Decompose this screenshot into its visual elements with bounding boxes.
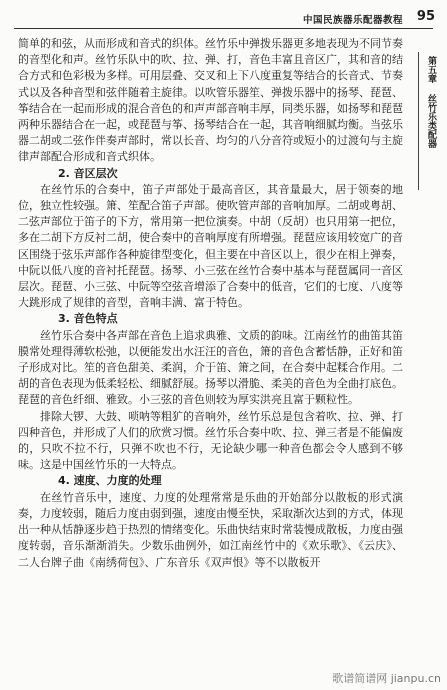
paragraph: 排除大锣、大鼓、唢呐等粗犷的音响外，丝竹乐总是包含着吹、拉、弹、打四种音色，并形成了人们的欣赏习惯。丝竹乐合奏中吹、拉、弹三者是不能偏废的，只吹不拉不行，只弹不吹也不行，无论缺少哪一种音色都会令人感到不够味。这是中国丝竹乐的一大特点。: [18, 409, 403, 472]
paragraph: 丝竹乐合奏中各声部在音色上追求典雅、文质的韵味。江南丝竹的曲笛其笛膜常处理得薄软松弛，以便能发出水汪汪的音色，箫的音色含蓄恬静，正好和笛子形成对比。笙的音色甜美、柔润，介于笛、箫之间，在合奏中起糅合作用。二胡的音色表现为低柔轻松、细腻舒展。扬琴以滑脆、柔美的音色为全曲打底色。琵琶的音色纤细、雅致。小三弦的音色则较为厚实洪亮且富于颗粒性。: [18, 328, 403, 407]
section-heading: 2. 音区层次: [58, 166, 118, 180]
page-number: 95: [416, 9, 435, 24]
page-header: [0, 0, 447, 32]
chapter-side-tab: [418, 52, 441, 190]
section-heading: 4. 速度、力度的处理: [58, 474, 162, 488]
body-text: [18, 36, 403, 571]
side-chapter-title: 丝竹乐类配器: [426, 94, 436, 148]
paragraph: 简单的和弦，从而形成和音式的织体。丝竹乐中弹拨乐器更多地表现为不同节奏的音型化和声。丝竹乐队中的吹、拉、弹、打，音色丰富且音区广，其和音的结合方式和色彩极为多样。可用层叠、交叉和上下八度重复等结合的长音式、节奏式以及各种音型和弦伴随着主旋律。以吹管乐器笙、弹拨乐器中的扬琴、琵琶、筝结合在一起而形成的混合音色的和声声部音响丰厚，同类乐器，如扬琴和琵琶两种乐器结合在一起，或琵琶与筝、扬琴结合在一起，其音响细腻均衡。当弦乐器二胡或二弦作伴奏声部时，常以长音、均匀的八分音符或短小的过渡句与主旋律声部配合形成和音式织体。: [18, 37, 403, 164]
book-title: 中国民族器乐配器教程: [302, 15, 403, 26]
side-chapter-label: 第五章: [426, 56, 436, 83]
header-rule: [14, 28, 433, 29]
paragraph: 在丝竹乐的合奏中，笛子声部处于最高音区，其音量最大，居于领奏的地位，独立性较强。箫、笙配合笛子声部。使吹管声部的音响加厚。二胡或粤胡、二弦声部位于笛子的下方，常用第一把位演奏。中胡（反胡）也只用第一把位，多在二胡下方反衬二胡，使合奏中的音响厚度有所增强。琵琶应该用较宽广的音区围绕于弦乐声部作各种旋律型变化，但主要在中音区以上，很少在相上弹奏，中阮以低八度的音衬托琵琶。扬琴、小三弦在丝竹合奏中基本与琵琶属同一音区层次。琵琶、小三弦、中阮等空弦音增添了合奏中的低音，它们的七度、八度等大跳形成了规律的音型，音响丰满、富于特色。: [18, 182, 403, 310]
paragraph: 在丝竹音乐中，速度、力度的处理常常是乐曲的开始部分以散板的形式演奏，力度较弱，随后力度由弱到强，速度由慢至快，采取渐次达到的方式，体现出一种从恬静逐步趋于热烈的情绪变化。乐曲快结束时常装慢成散板，力度由强度转弱，音乐渐渐消失。少数乐曲例外，如江南丝竹中的《欢乐歌》、《云庆》、二人台牌子曲《南绣荷包》、广东音乐《双声恨》等不以散板开: [18, 490, 403, 569]
site-watermark: 歌谱简谱网 jianpu.cn: [332, 672, 441, 685]
section-heading: 3. 音色特点: [58, 312, 118, 326]
